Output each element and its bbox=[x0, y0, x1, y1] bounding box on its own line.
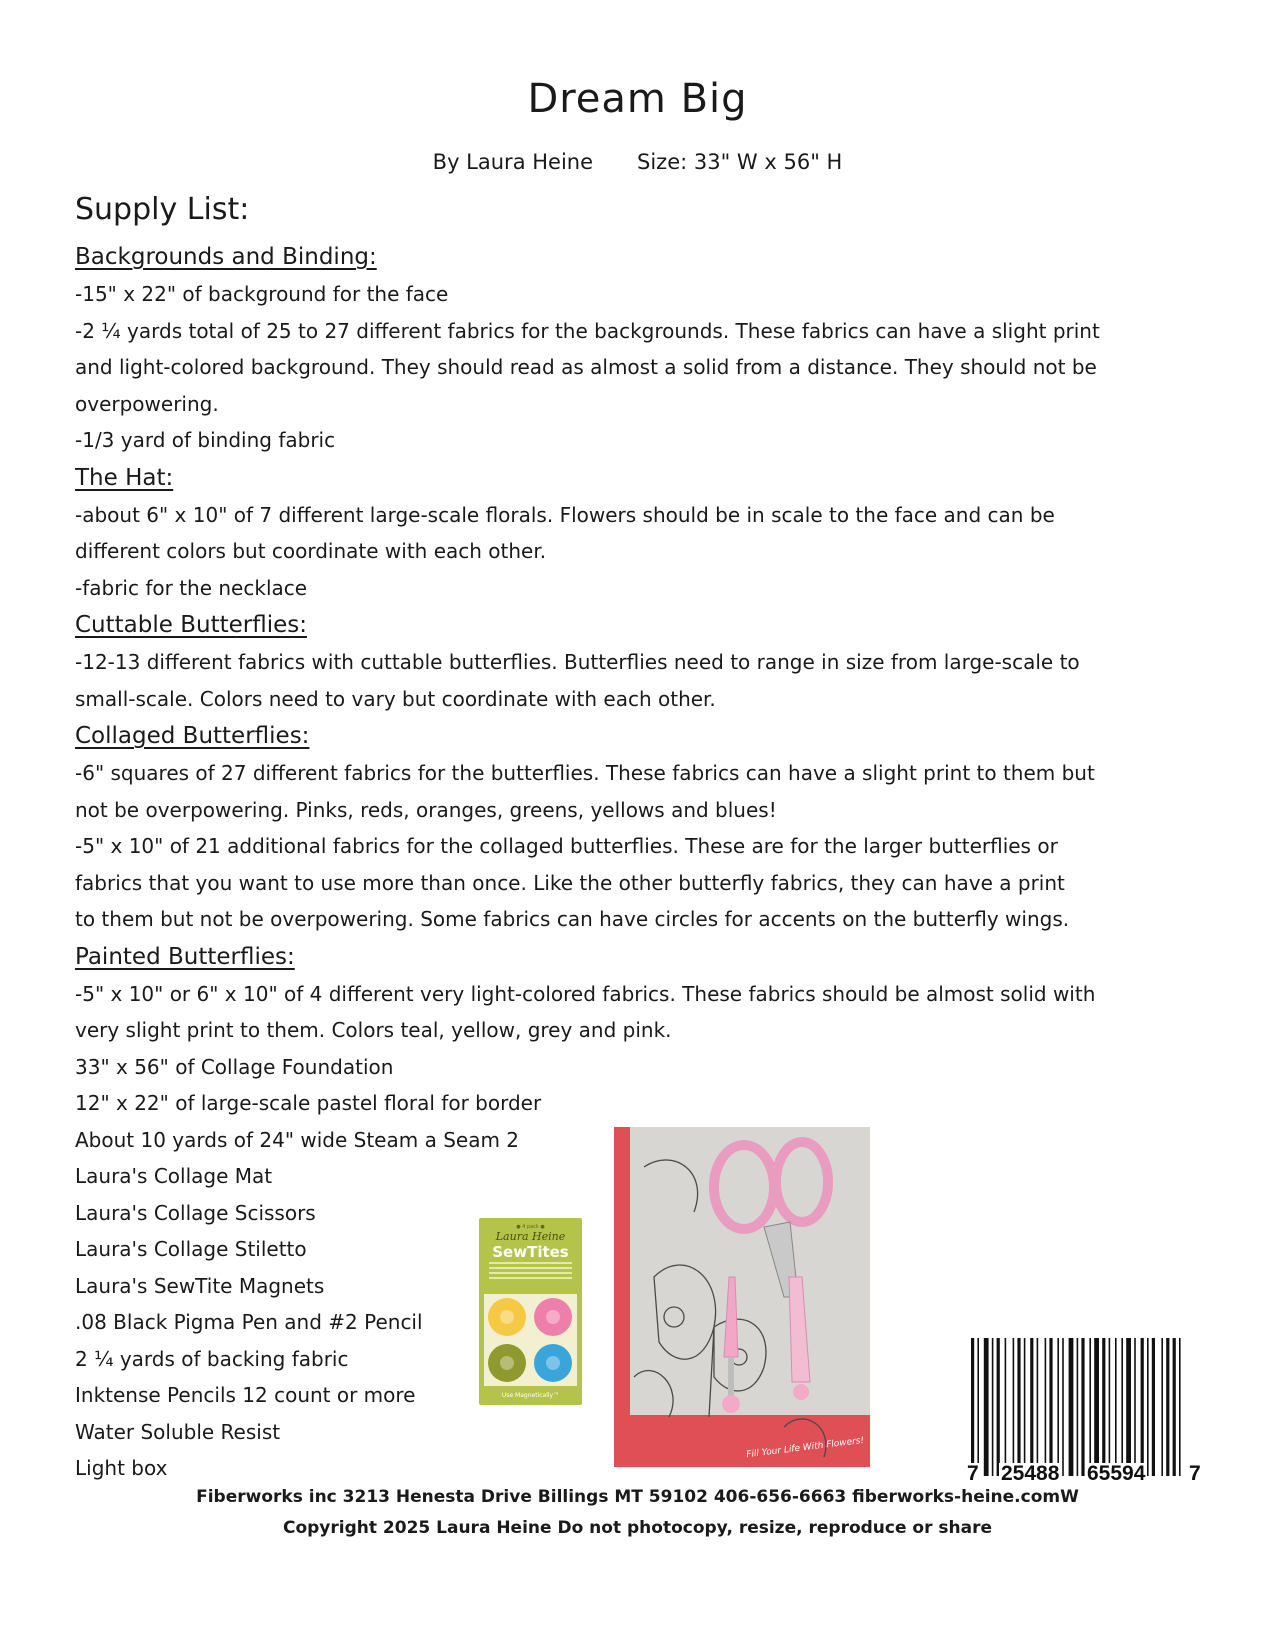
flower-magnet-green-icon bbox=[488, 1344, 526, 1382]
barcode-bar-17 bbox=[1081, 1338, 1084, 1476]
list-item: Inktense Pencils 12 count or more bbox=[75, 1383, 416, 1407]
barcode-bar-30 bbox=[1166, 1338, 1169, 1476]
supply-list-heading: Supply List: bbox=[75, 192, 250, 227]
list-item: Laura's SewTite Magnets bbox=[75, 1273, 325, 1298]
sewtites-package-image bbox=[479, 1218, 582, 1405]
package-brand-label: ● 4 pack ● bbox=[516, 1224, 545, 1230]
barcode-bar-16 bbox=[1077, 1338, 1079, 1476]
barcode-bar-26 bbox=[1141, 1338, 1144, 1476]
barcode-bar-7 bbox=[1017, 1338, 1020, 1476]
text-line: not be overpowering. Pinks, reds, oranges, greens, yellows and blues! bbox=[75, 797, 777, 822]
section-heading-hat: The Hat: bbox=[75, 464, 174, 491]
text-line: different colors but coordinate with each other. bbox=[75, 539, 547, 563]
barcode-bar-31 bbox=[1173, 1338, 1176, 1476]
text-line: small-scale. Colors need to vary but coordinate with each other. bbox=[75, 686, 716, 711]
text-line: and light-colored background. They should read as almost a solid from a distance. They should not be bbox=[75, 355, 1097, 379]
barcode-digits-left: 25488 bbox=[1001, 1462, 1060, 1485]
barcode-bar-23 bbox=[1121, 1338, 1123, 1476]
barcode-bar-25 bbox=[1134, 1338, 1136, 1476]
barcode bbox=[965, 1338, 1203, 1488]
barcode-bar-1 bbox=[977, 1338, 979, 1476]
barcode-bar-10 bbox=[1037, 1338, 1039, 1476]
list-item: Water Soluble Resist bbox=[75, 1419, 281, 1444]
text-line: -6" squares of 27 different fabrics for the butterflies. These fabrics can have a slight print to them but bbox=[75, 761, 1095, 785]
text-line: overpowering. bbox=[75, 391, 219, 416]
barcode-bar-3 bbox=[992, 1338, 994, 1476]
package-tagline: Use Magnetically™ bbox=[501, 1392, 560, 1399]
barcode-bar-18 bbox=[1089, 1338, 1091, 1476]
mat-slogan: Fill Your Life With Flowers! bbox=[745, 1435, 865, 1461]
barcode-bar-22 bbox=[1115, 1338, 1117, 1476]
text-line: very slight print to them. Colors teal, yellow, grey and pink. bbox=[75, 1018, 672, 1042]
list-item: About 10 yards of 24" wide Steam a Seam 2 bbox=[75, 1127, 520, 1152]
section-heading-cuttable-butterflies: Cuttable Butterflies: bbox=[75, 612, 307, 638]
text-line: -5" x 10" of 21 additional fabrics for the collaged butterflies. These are for the larger butterflies or bbox=[75, 834, 1058, 858]
flower-magnet-blue-icon bbox=[534, 1344, 572, 1382]
text-line: fabrics that you want to use more than once. Like the other butterfly fabrics, they can have a print bbox=[75, 870, 1065, 895]
section-heading-collaged-butterflies: Collaged Butterflies: bbox=[75, 723, 310, 749]
section-heading-backgrounds: Backgrounds and Binding: bbox=[75, 244, 377, 270]
byline bbox=[0, 150, 1275, 174]
list-item: 2 ¼ yards of backing fabric bbox=[75, 1346, 349, 1371]
barcode-bar-15 bbox=[1069, 1338, 1074, 1476]
barcode-bar-9 bbox=[1030, 1338, 1033, 1476]
text-line: -12-13 different fabrics with cuttable butterflies. Butterflies need to range in size from large-scale to bbox=[75, 650, 1080, 674]
package-brand: Laura Heine bbox=[495, 1230, 566, 1243]
list-item: .08 Black Pigma Pen and #2 Pencil bbox=[75, 1310, 423, 1334]
barcode-bar-14 bbox=[1062, 1338, 1064, 1476]
page-title: Dream Big bbox=[527, 76, 748, 122]
footer-copyright: Copyright 2025 Laura Heine Do not photocopy, resize, reproduce or share bbox=[282, 1518, 993, 1538]
section-heading-painted-butterflies: Painted Butterflies: bbox=[75, 943, 295, 970]
barcode-bars bbox=[971, 1338, 1191, 1476]
barcode-bar-12 bbox=[1049, 1338, 1052, 1476]
list-item: Laura's Collage Stiletto bbox=[75, 1237, 307, 1261]
barcode-bar-4 bbox=[997, 1338, 1000, 1476]
barcode-digit-last: 7 bbox=[1189, 1462, 1201, 1485]
barcode-bar-0 bbox=[971, 1338, 974, 1476]
barcode-bar-19 bbox=[1094, 1338, 1099, 1476]
barcode-bar-8 bbox=[1024, 1338, 1026, 1476]
text-line: -fabric for the necklace bbox=[75, 575, 308, 600]
author: By Laura Heine bbox=[432, 150, 594, 174]
barcode-bar-6 bbox=[1013, 1338, 1015, 1476]
flower-magnet-pink-icon bbox=[534, 1298, 572, 1336]
barcode-digit-first: 7 bbox=[967, 1462, 979, 1485]
barcode-bar-11 bbox=[1045, 1338, 1047, 1476]
barcode-bar-29 bbox=[1161, 1338, 1163, 1476]
text-line: -2 ¼ yards total of 25 to 27 different fabrics for the backgrounds. These fabrics can have a slight print bbox=[75, 318, 1100, 343]
barcode-bar-32 bbox=[1179, 1338, 1181, 1476]
barcode-bar-21 bbox=[1109, 1338, 1111, 1476]
barcode-bar-27 bbox=[1147, 1338, 1149, 1476]
package-description-lines bbox=[489, 1262, 572, 1282]
list-item: Laura's Collage Mat bbox=[75, 1164, 273, 1188]
text-line: -about 6" x 10" of 7 different large-scale florals. Flowers should be in scale to the face and can be bbox=[75, 502, 1055, 527]
stiletto-icon bbox=[722, 1277, 740, 1413]
text-line: -15" x 22" of background for the face bbox=[75, 282, 449, 306]
barcode-bar-20 bbox=[1102, 1338, 1105, 1476]
text-line: to them but not be overpowering. Some fabrics can have circles for accents on the butterfly wings. bbox=[75, 907, 1070, 931]
list-item: 12" x 22" of large-scale pastel floral for border bbox=[75, 1091, 542, 1115]
flower-magnet-yellow-icon bbox=[488, 1298, 526, 1336]
list-item: 33" x 56" of Collage Foundation bbox=[75, 1054, 394, 1079]
barcode-bar-24 bbox=[1126, 1338, 1131, 1476]
barcode-bar-13 bbox=[1057, 1338, 1059, 1476]
barcode-bar-5 bbox=[1005, 1338, 1007, 1476]
list-item: Laura's Collage Scissors bbox=[75, 1200, 316, 1225]
magnet-flowers bbox=[484, 1294, 577, 1386]
list-item: Light box bbox=[75, 1456, 168, 1480]
scissors-illustration bbox=[614, 1127, 870, 1467]
text-line: -5" x 10" or 6" x 10" of 4 different very light-colored fabrics. These fabrics should be almost solid with bbox=[75, 981, 1096, 1006]
quilt-size: Size: 33" W x 56" H bbox=[637, 150, 843, 174]
barcode-bar-28 bbox=[1152, 1338, 1155, 1476]
scissors-photo bbox=[614, 1127, 870, 1467]
barcode-digits-right: 65594 bbox=[1087, 1462, 1146, 1485]
package-name: SewTites bbox=[492, 1243, 569, 1261]
footer-address: Fiberworks inc 3213 Henesta Drive Billings MT 59102 406-656-6663 fiberworks-heine.comW bbox=[196, 1487, 1079, 1507]
text-line: -1/3 yard of binding fabric bbox=[75, 428, 336, 452]
barcode-bar-2 bbox=[984, 1338, 989, 1476]
